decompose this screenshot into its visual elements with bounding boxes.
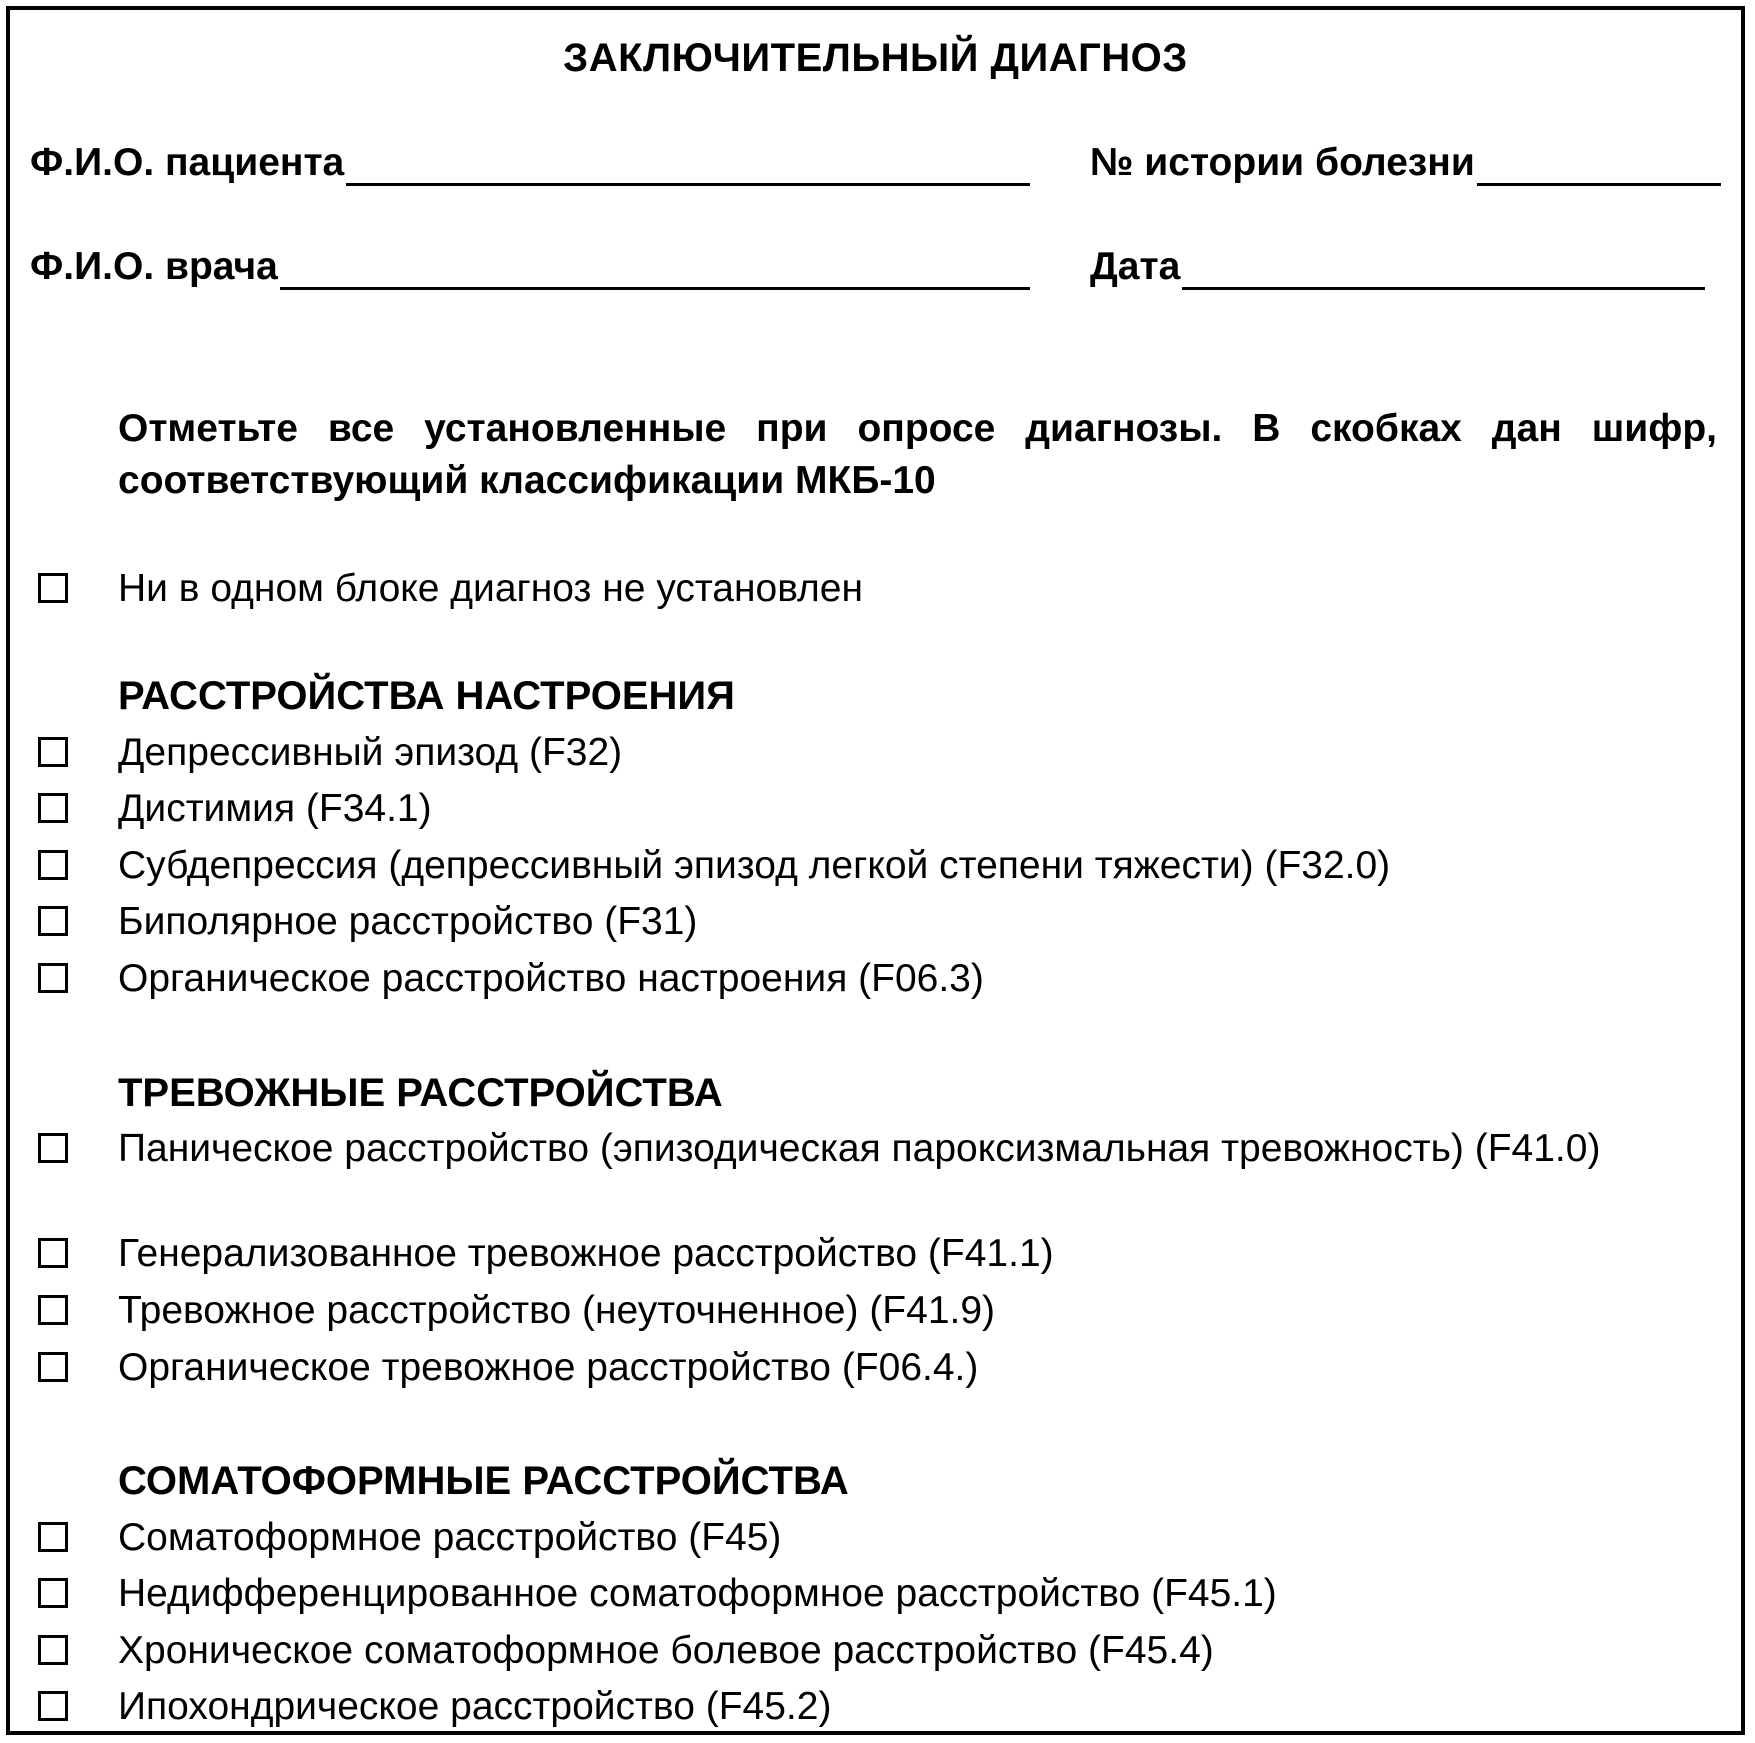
checklist-item bbox=[32, 1625, 1719, 1672]
section-heading-anxiety: ТРЕВОЖНЫЕ РАССТРОЙСТВА bbox=[118, 1071, 723, 1115]
checklist-item-checkbox[interactable] bbox=[38, 1133, 68, 1163]
checklist-item-label: Органическое тревожное расстройство (F06.4.) bbox=[118, 1346, 979, 1389]
date-field[interactable] bbox=[1090, 230, 1705, 290]
checklist-item bbox=[32, 1285, 1719, 1332]
checklist-item-checkbox[interactable] bbox=[38, 737, 68, 767]
date-input-line[interactable] bbox=[1182, 251, 1705, 290]
none-option-label: Ни в одном блоке диагноз не установлен bbox=[118, 567, 864, 610]
patient-name-input-line[interactable] bbox=[346, 147, 1030, 186]
checklist-item-checkbox[interactable] bbox=[38, 1635, 68, 1665]
checklist-item-label: Тревожное расстройство (неуточненное) (F41.9) bbox=[118, 1289, 996, 1332]
checklist-item-label: Хроническое соматоформное болевое расстройство (F45.4) bbox=[118, 1629, 1214, 1672]
checklist-item bbox=[32, 1512, 1719, 1559]
checklist-item-label: Недифференцированное соматоформное расстройство (F45.1) bbox=[118, 1572, 1277, 1615]
history-number-input-line[interactable] bbox=[1477, 147, 1721, 186]
doctor-name-label: Ф.И.О. врача bbox=[30, 245, 278, 288]
checklist-item bbox=[32, 840, 1719, 887]
checklist-item-checkbox[interactable] bbox=[38, 1578, 68, 1608]
checklist-item-checkbox[interactable] bbox=[38, 1238, 68, 1268]
instruction-text: Отметьте все установленные при опросе диагнозы. В скобках дан шифр, соответствующий классификации МКБ-10 bbox=[118, 407, 1717, 502]
checklist-item bbox=[32, 1342, 1719, 1389]
patient-name-label: Ф.И.О. пациента bbox=[30, 141, 345, 184]
checklist-item-label: Соматоформное расстройство (F45) bbox=[118, 1516, 782, 1559]
checklist-item-label: Дистимия (F34.1) bbox=[118, 787, 432, 830]
history-number-field[interactable] bbox=[1090, 126, 1721, 186]
field-row-patient bbox=[30, 126, 1721, 186]
checklist-item-label: Субдепрессия (депрессивный эпизод легкой степени тяжести) (F32.0) bbox=[118, 844, 1391, 887]
checklist-item bbox=[32, 953, 1719, 1000]
checklist-item-label: Органическое расстройство настроения (F06.3) bbox=[118, 957, 984, 1000]
checklist-item bbox=[32, 1681, 1719, 1728]
doctor-name-field[interactable] bbox=[30, 230, 1030, 290]
none-option-checkbox[interactable] bbox=[38, 573, 68, 603]
section-heading-somatoform: СОМАТОФОРМНЫЕ РАССТРОЙСТВА bbox=[118, 1459, 849, 1503]
checklist-item-checkbox[interactable] bbox=[38, 1522, 68, 1552]
checklist-item-label: Ипохондрическое расстройство (F45.2) bbox=[118, 1685, 832, 1728]
checklist-item-checkbox[interactable] bbox=[38, 850, 68, 880]
none-option bbox=[32, 563, 1719, 610]
field-row-doctor bbox=[30, 230, 1721, 290]
checklist-item-label: Генерализованное тревожное расстройство (F41.1) bbox=[118, 1232, 1054, 1275]
patient-name-field[interactable] bbox=[30, 126, 1030, 186]
checklist-item bbox=[32, 1123, 1719, 1227]
date-label: Дата bbox=[1090, 245, 1181, 288]
checklist-item-label: Паническое расстройство (эпизодическая пароксизмальная тревожность) (F41.0) bbox=[118, 1127, 1601, 1170]
checklist-item bbox=[32, 896, 1719, 943]
checklist-item-checkbox[interactable] bbox=[38, 906, 68, 936]
checklist-item bbox=[32, 783, 1719, 830]
checklist-item-label: Депрессивный эпизод (F32) bbox=[118, 731, 623, 774]
checklist-item-checkbox[interactable] bbox=[38, 963, 68, 993]
history-number-label: № истории болезни bbox=[1090, 141, 1475, 184]
checklist-item bbox=[32, 1568, 1719, 1615]
checklist-item bbox=[32, 727, 1719, 774]
diagnosis-form bbox=[6, 6, 1745, 1735]
section-heading-mood: РАССТРОЙСТВА НАСТРОЕНИЯ bbox=[118, 674, 735, 718]
checklist-item-checkbox[interactable] bbox=[38, 1691, 68, 1721]
checklist-item-checkbox[interactable] bbox=[38, 793, 68, 823]
checklist-item bbox=[32, 1228, 1719, 1275]
checklist-item-checkbox[interactable] bbox=[38, 1295, 68, 1325]
checklist-item-label: Биполярное расстройство (F31) bbox=[118, 900, 698, 943]
form-title: ЗАКЛЮЧИТЕЛЬНЫЙ ДИАГНОЗ bbox=[563, 36, 1188, 80]
checklist-item-checkbox[interactable] bbox=[38, 1352, 68, 1382]
doctor-name-input-line[interactable] bbox=[280, 251, 1030, 290]
